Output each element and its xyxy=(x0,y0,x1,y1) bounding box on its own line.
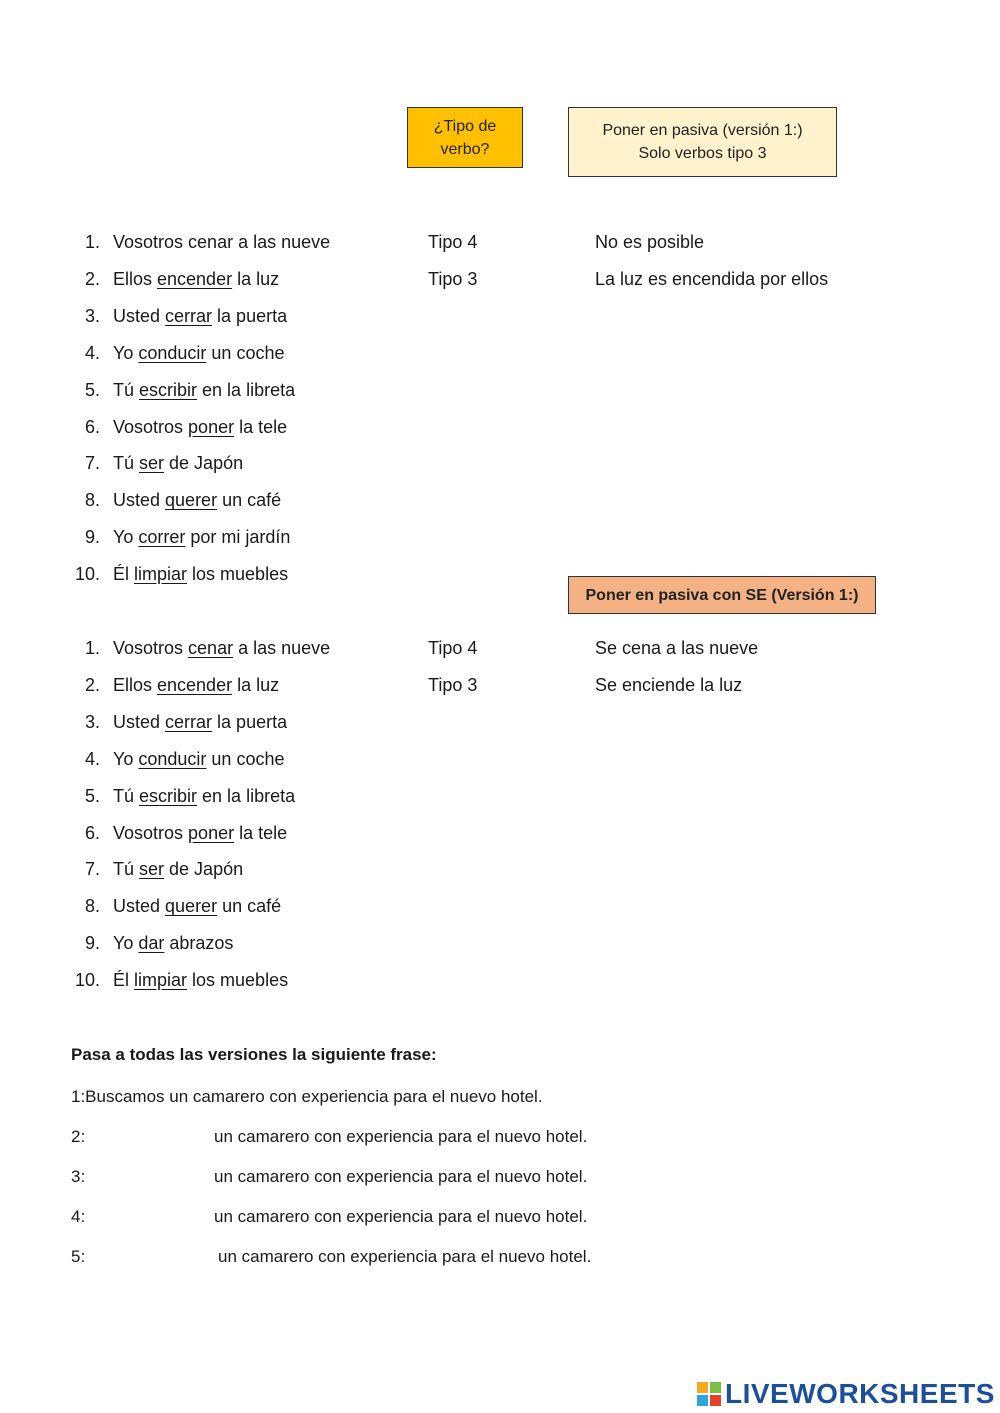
sentence-end: la tele xyxy=(234,822,288,843)
item-number: 9. xyxy=(84,527,100,548)
item-number: 6. xyxy=(84,822,100,843)
sentence xyxy=(113,266,279,292)
exercise-title: Pasa a todas las versiones la siguiente frase: xyxy=(71,1045,437,1064)
item-number: 8. xyxy=(84,490,100,511)
sentence xyxy=(113,524,290,550)
sentence-start: Yo xyxy=(113,933,139,954)
verb-type-header-line-1: ¿Tipo de xyxy=(433,117,497,135)
underlined-verb: conducir xyxy=(138,342,207,363)
logo-square-3 xyxy=(697,1395,708,1406)
sentence-start: Ellos xyxy=(113,268,158,289)
sentence-end: un café xyxy=(217,490,282,511)
underlined-verb: cenar xyxy=(188,638,234,658)
exercise-line xyxy=(71,1124,588,1150)
sentence-end: un café xyxy=(217,896,282,917)
sentence-end: la tele xyxy=(234,416,288,437)
sentence-end: a las nueve xyxy=(233,638,331,658)
verb-type-header-line-2: verbo? xyxy=(440,140,490,158)
sentence-end: en la libreta xyxy=(197,785,296,806)
underlined-verb: poner xyxy=(188,416,235,437)
sentence-end: por mi jardín xyxy=(185,527,291,548)
item-number: 3. xyxy=(84,305,100,326)
exercise-row xyxy=(0,930,1000,956)
sentence xyxy=(113,561,288,587)
sentence-end: un coche xyxy=(206,342,285,363)
sentence-start: Usted xyxy=(113,490,166,511)
line-label: 5: xyxy=(71,1247,86,1266)
line-text: un camarero con experiencia para el nuevo hotel. xyxy=(214,1207,588,1226)
sentence-start: Vosotros xyxy=(113,638,189,658)
line-text: un camarero con experiencia para el nuevo hotel. xyxy=(218,1247,592,1266)
exercise-line xyxy=(71,1204,588,1230)
underlined-verb: encender xyxy=(157,268,233,289)
sentence-end: la luz xyxy=(232,268,280,289)
sentence-start: Vosotros cenar a las nueve xyxy=(113,232,331,252)
exercise-row xyxy=(0,783,1000,809)
sentence-start: Él xyxy=(113,564,135,585)
sentence-end: la puerta xyxy=(212,711,288,732)
item-number: 1. xyxy=(84,232,100,252)
underlined-verb: cerrar xyxy=(165,305,213,326)
sentence xyxy=(113,414,287,440)
exercise-row xyxy=(0,414,1000,440)
underlined-verb: dar xyxy=(138,933,165,954)
sentence-start: Yo xyxy=(113,342,139,363)
passive-header xyxy=(568,107,837,177)
item-number: 8. xyxy=(84,896,100,917)
sentence xyxy=(113,856,243,882)
exercise-row xyxy=(0,450,1000,476)
sentence-end: en la libreta xyxy=(197,379,296,400)
exercise-line xyxy=(71,1084,543,1110)
underlined-verb: encender xyxy=(157,674,233,695)
sentence-end: los muebles xyxy=(187,564,289,585)
verb-type-answer: Tipo 4 xyxy=(428,638,478,658)
sentence-start: Yo xyxy=(113,748,139,769)
sentence-start: Él xyxy=(113,970,135,991)
sentence xyxy=(113,635,330,661)
sentence-start: Ellos xyxy=(113,674,158,695)
sentence-end: abrazos xyxy=(164,933,234,954)
exercise-row xyxy=(0,746,1000,772)
sentence xyxy=(113,303,287,329)
exercise-row xyxy=(0,893,1000,919)
exercise-line xyxy=(71,1164,588,1190)
sentence-start: Tú xyxy=(113,453,140,474)
liveworksheets-logo-icon xyxy=(697,1382,721,1406)
exercise-row xyxy=(0,303,1000,329)
item-number: 10. xyxy=(74,564,100,585)
line-text: un camarero con experiencia para el nuevo hotel. xyxy=(214,1167,588,1186)
underlined-verb: conducir xyxy=(138,748,207,769)
sentence xyxy=(113,783,295,809)
underlined-verb: poner xyxy=(188,822,235,843)
sentence xyxy=(113,487,281,513)
exercise-row xyxy=(0,487,1000,513)
item-number: 5. xyxy=(84,785,100,806)
exercise-row xyxy=(0,672,1000,698)
sentence xyxy=(113,377,295,403)
underlined-verb: cerrar xyxy=(165,711,213,732)
item-number: 7. xyxy=(84,453,100,474)
underlined-verb: escribir xyxy=(139,785,198,806)
exercise-row xyxy=(0,524,1000,550)
item-number: 2. xyxy=(84,674,100,695)
logo-square-4 xyxy=(710,1395,721,1406)
exercise-row xyxy=(0,561,1000,587)
sentence xyxy=(113,340,284,366)
verb-type-answer: Tipo 3 xyxy=(428,674,478,695)
sentence-start: Usted xyxy=(113,896,166,917)
underlined-verb: querer xyxy=(165,896,218,917)
item-number: 4. xyxy=(84,748,100,769)
underlined-verb: correr xyxy=(138,527,186,548)
line-label: 4: xyxy=(71,1207,86,1226)
exercise-row xyxy=(0,340,1000,366)
sentence-end: la luz xyxy=(232,674,280,695)
verb-type-answer: Tipo 3 xyxy=(428,268,478,289)
underlined-verb: querer xyxy=(165,490,218,511)
exercise-row xyxy=(0,856,1000,882)
logo-text: LIVEWORKSHEETS xyxy=(725,1378,995,1409)
verb-type-answer: Tipo 4 xyxy=(428,232,478,252)
verb-type-header xyxy=(407,107,523,168)
sentence-start: Tú xyxy=(113,859,140,880)
item-number: 6. xyxy=(84,416,100,437)
sentence xyxy=(113,893,281,919)
passive-se-header-label: Poner en pasiva con SE (Versión 1:) xyxy=(585,586,859,604)
item-number: 1. xyxy=(84,638,100,658)
sentence xyxy=(113,709,287,735)
exercise-row xyxy=(0,820,1000,846)
sentence xyxy=(113,820,287,846)
exercise-row xyxy=(0,635,1000,661)
underlined-verb: ser xyxy=(139,453,165,474)
item-number: 10. xyxy=(74,970,100,991)
sentence-start: Tú xyxy=(113,379,140,400)
item-number: 2. xyxy=(84,268,100,289)
sentence-end: de Japón xyxy=(164,859,244,880)
sentence xyxy=(113,450,243,476)
liveworksheets-logo xyxy=(697,1379,995,1409)
passive-header-line-2: Solo verbos tipo 3 xyxy=(638,145,767,162)
item-number: 3. xyxy=(84,711,100,732)
item-number: 7. xyxy=(84,859,100,880)
underlined-verb: escribir xyxy=(139,379,198,400)
underlined-verb: limpiar xyxy=(134,564,188,585)
exercise-row xyxy=(0,709,1000,735)
item-number: 9. xyxy=(84,933,100,954)
underlined-verb: ser xyxy=(139,859,165,880)
sentence-start: Vosotros xyxy=(113,822,189,843)
exercise-row xyxy=(0,377,1000,403)
sentence xyxy=(113,746,284,772)
sentence-start: Yo xyxy=(113,527,139,548)
sentence-end: la puerta xyxy=(212,305,288,326)
sentence xyxy=(113,967,288,993)
line-label: 1:Buscamos un camarero con experiencia para el nuevo hotel. xyxy=(71,1087,543,1106)
passive-answer: La luz es encendida por ellos xyxy=(595,268,829,289)
line-label: 3: xyxy=(71,1167,86,1186)
sentence-start: Usted xyxy=(113,711,166,732)
sentence-start: Vosotros xyxy=(113,416,189,437)
passive-answer: No es posible xyxy=(595,232,705,252)
sentence-start: Usted xyxy=(113,305,166,326)
sentence-end: los muebles xyxy=(187,970,289,991)
logo-square-1 xyxy=(697,1382,708,1393)
passive-header-line-1: Poner en pasiva (versión 1:) xyxy=(602,122,803,139)
item-number: 5. xyxy=(84,379,100,400)
sentence-end: un coche xyxy=(206,748,285,769)
sentence-start: Tú xyxy=(113,785,140,806)
logo-square-2 xyxy=(710,1382,721,1393)
exercise-row xyxy=(0,967,1000,993)
item-number: 4. xyxy=(84,342,100,363)
passive-answer: Se enciende la luz xyxy=(595,674,743,695)
exercise-row xyxy=(0,229,1000,255)
sentence xyxy=(113,672,279,698)
sentence xyxy=(113,930,233,956)
passive-answer: Se cena a las nueve xyxy=(595,638,759,658)
exercise-line xyxy=(71,1244,592,1270)
sentence-end: de Japón xyxy=(164,453,244,474)
exercise-row xyxy=(0,266,1000,292)
line-label: 2: xyxy=(71,1127,86,1146)
sentence xyxy=(113,229,330,255)
line-text: un camarero con experiencia para el nuevo hotel. xyxy=(214,1127,588,1146)
underlined-verb: limpiar xyxy=(134,970,188,991)
